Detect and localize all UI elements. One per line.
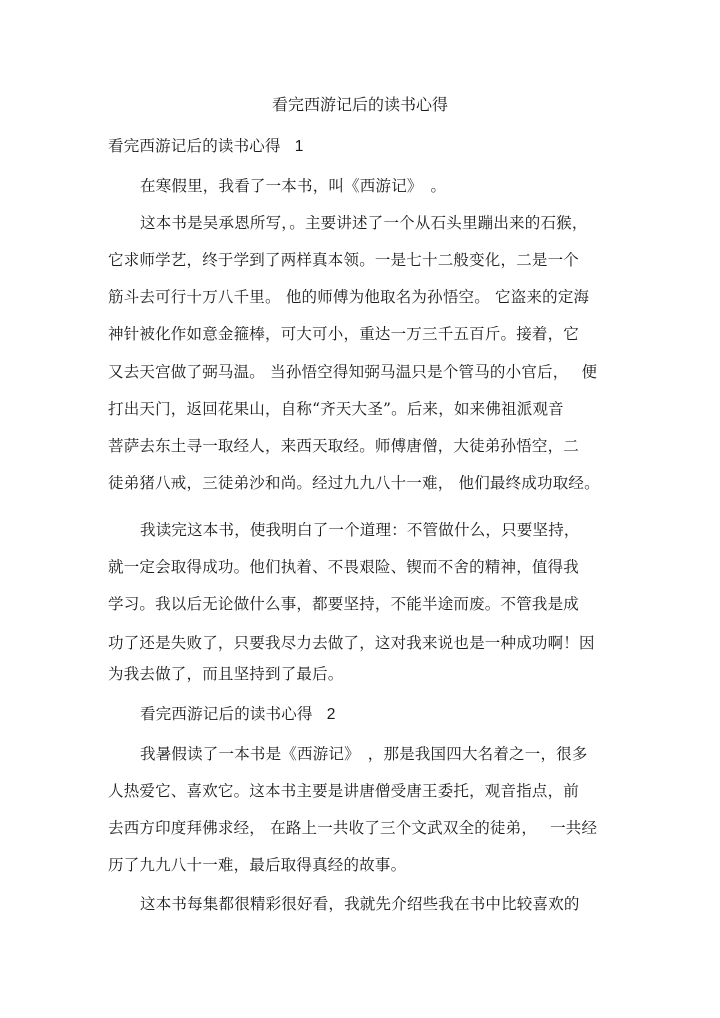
section-1-heading — [108, 136, 304, 157]
paragraph-line: 功了还是失败了，只要我尽力去做了，这对我来说也是一种成功啊！因 — [108, 634, 595, 652]
section-1-heading-text: 看完西游记后的读书心得 — [108, 137, 281, 155]
paragraph-line: 这本书每集都很精彩很好看，我就先介绍些我在书中比较喜欢的 — [140, 895, 580, 913]
paragraph-line: 菩萨去东土寻一取经人，来西天取经。师傅唐僧，大徒弟孙悟空，二 — [108, 437, 580, 455]
paragraph-line: 神针被化作如意金箍棒，可大可小，重达一万三千五百斤。接着，它 — [108, 325, 580, 343]
paragraph-line: 在寒假里，我看了一本书，叫《西游记》 。 — [140, 177, 447, 195]
document-title: 看完西游记后的读书心得 — [271, 95, 448, 114]
paragraph-line: 去西方印度拜佛求经， 在路上一共收了三个文武双全的徒弟， 一共经 — [108, 819, 598, 837]
paragraph-line: 我读完这本书，使我明白了一个道理：不管做什么，只要坚持， — [140, 521, 580, 539]
paragraph-line: 这本书是吴承恩所写，。主要讲述了一个从石头里蹦出来的石猴， — [140, 214, 588, 232]
paragraph-line: 徒弟猪八戒，三徒弟沙和尚。经过九九八十一难， 他们最终成功取经。 — [108, 474, 600, 492]
paragraph-line: 人热爱它、喜欢它。这本书主要是讲唐僧受唐王委托，观音指点，前 — [108, 782, 580, 800]
paragraph-line: 我暑假读了一本书是《西游记》 ，那是我国四大名着之一，很多 — [140, 745, 588, 763]
section-2-heading-number: 2 — [326, 706, 336, 723]
paragraph-line: 为我去做了，而且坚持到了最后。 — [108, 665, 344, 683]
paragraph-line: 又去天宫做了弼马温。 当孙悟空得知弼马温只是个管马的小官后， 便 — [108, 363, 598, 381]
paragraph-line: 筋斗去可行十万八千里。 他的师傅为他取名为孙悟空。 它盗来的定海 — [108, 288, 590, 306]
paragraph-line: 它求师学艺，终于学到了两样真本领。一是七十二般变化，二是一个 — [108, 251, 580, 269]
section-2-heading — [140, 704, 336, 725]
section-1-heading-number: 1 — [294, 138, 304, 155]
paragraph-line: 就一定会取得成功。他们执着、不畏艰险、锲而不舍的精神，值得我 — [108, 558, 580, 576]
paragraph-line: 打出天门，返回花果山，自称“齐天大圣”。后来，如来佛祖派观音 — [108, 400, 564, 418]
paragraph-line: 历了九九八十一难，最后取得真经的故事。 — [108, 856, 407, 874]
paragraph-line: 学习。我以后无论做什么事，都要坚持，不能半途而废。不管我是成 — [108, 595, 580, 613]
section-2-heading-text: 看完西游记后的读书心得 — [140, 705, 313, 723]
